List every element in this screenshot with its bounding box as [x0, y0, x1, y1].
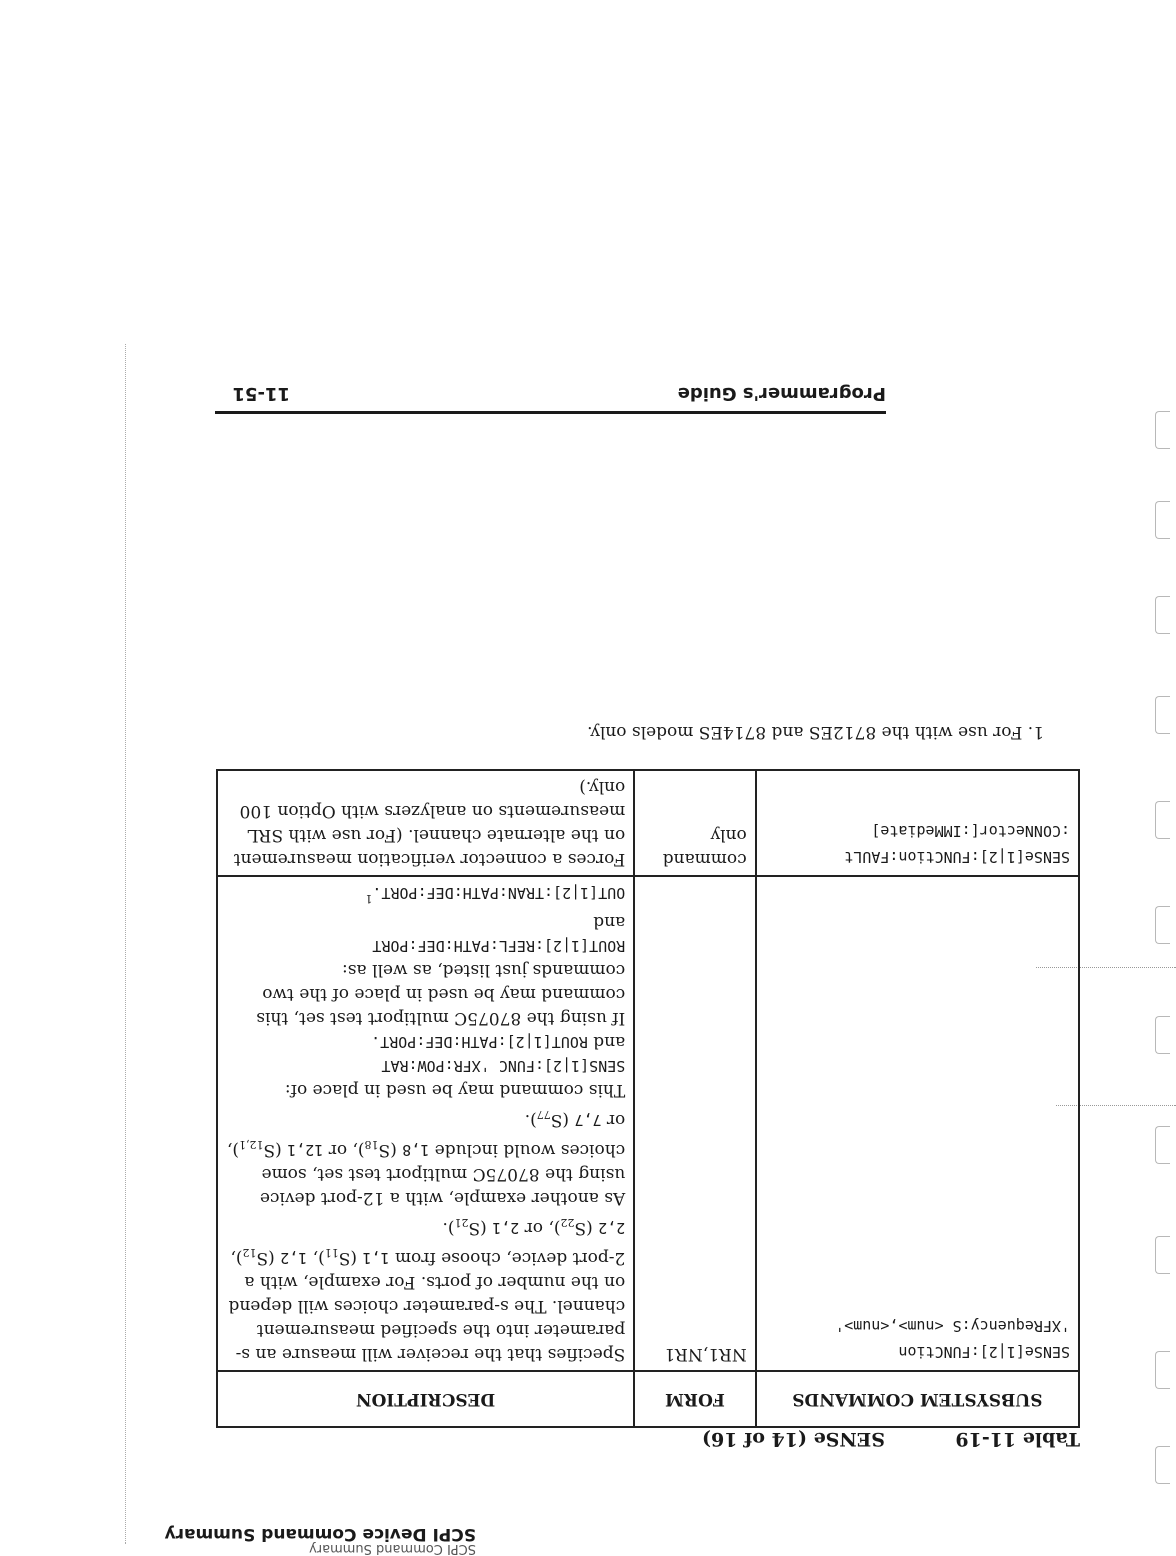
table-number: Table 11-19	[955, 1428, 1080, 1450]
column-header-description: DESCRIPTION	[217, 1371, 634, 1427]
binder-hole-mark	[1155, 801, 1170, 839]
description-text: As another example, with a 12-port device using the 87075C multiport test set, some choices would include	[259, 1140, 626, 1208]
description-text: Specifies that the receiver will measure an s-parameter into the specified measurement channel. The s-parameter choices will depend on the number of ports. For example, with a 2-port device, choose from	[228, 1248, 626, 1364]
command-line: SENSe[1|2]:FUNCtion:FAULt	[844, 848, 1070, 866]
code-value: 1,8	[402, 1141, 430, 1159]
table-row	[217, 876, 1079, 1371]
subscript: 18	[364, 1138, 379, 1151]
command-line: 'XFRequency:S <num>,<num>'	[835, 1317, 1070, 1335]
code-line: ROUT[1|2]:REFL:PATH:DEF:PORT	[372, 937, 626, 955]
code-line: ROUT[1|2]:PATH:DEF:PORT.	[371, 1033, 588, 1051]
running-head-cut-text: SCPI Command Summary	[309, 1541, 476, 1556]
subscript: 21	[454, 1216, 469, 1229]
footer-rule	[215, 411, 886, 414]
form-cell: NR1,NR1	[634, 876, 755, 1371]
scan-edge-line	[125, 344, 126, 1544]
description-cell: Forces a connector verification measurement on the alternate channel. (For use with SRL measurements on analyzers with Option 100 only.)	[217, 770, 634, 876]
code-value: 12,1	[287, 1141, 324, 1159]
command-cell	[756, 876, 1079, 1371]
code-line: SENS[1|2]:FUNC 'XFR:POW:RAT	[381, 1057, 626, 1075]
description-cell	[217, 876, 634, 1371]
binder-hole-mark	[1155, 1016, 1170, 1054]
subscript: 22	[560, 1216, 575, 1229]
binder-hole-mark	[1155, 1351, 1170, 1389]
binder-hole-mark	[1155, 596, 1170, 634]
description-text	[226, 1030, 625, 1054]
running-head-title: SCPI Device Command Summary	[164, 1524, 476, 1544]
command-line: SENSe[1|2]:FUNCtion	[898, 1343, 1070, 1361]
conjunction-text: and	[593, 912, 626, 932]
subscript: 12,1	[239, 1138, 264, 1151]
command-table	[216, 769, 1080, 1428]
binder-hole-mark	[1155, 696, 1170, 734]
code-line: OUT[1|2]:TRAN:PATH:DEF:PORT.	[372, 884, 626, 902]
binder-hole-mark	[1155, 1126, 1170, 1164]
code-value: 2,2	[598, 1219, 626, 1237]
description-text	[226, 881, 625, 910]
code-value: 1,1	[362, 1249, 390, 1267]
footnote: 1. For use with the 8712ES and 8714ES models only.	[587, 722, 1044, 742]
running-head	[164, 1524, 476, 1556]
footer-guide-title: Programmer's Guide	[677, 383, 886, 404]
binder-hole-mark	[1155, 411, 1170, 449]
table-caption	[702, 1428, 1080, 1450]
table-row	[217, 770, 1079, 876]
command-line: :CONNector[:IMMediate]	[871, 822, 1070, 840]
subscript: 11	[324, 1246, 339, 1259]
conjunction-text: and	[593, 1032, 626, 1052]
binder-hole-mark	[1155, 906, 1170, 944]
description-text: If using the 87075C multiport test set, this command may be used in place of the two commands just listed, as well as:	[256, 960, 626, 1028]
table-header-row	[217, 1371, 1079, 1427]
form-cell: command only	[634, 770, 755, 876]
column-header-subsystem-commands: SUBSYSTEM COMMANDS	[756, 1371, 1079, 1427]
subscript: 12	[242, 1246, 257, 1259]
description-paragraph: As another example, with a 12-port device using the 87075C multiport test set, some choices would include 1,8 $(S_{18})$, or 12,1 $(S_{12,1})$, or 7,7 $(S_{77})$.	[226, 1108, 626, 1208]
description-paragraph: Specifies that the receiver will measure an s-parameter into the specified measurement channel. The s-parameter choices will depend on the number of ports. For example, with a 2-port device, choose from 1,1 $(S_{11})$, 1,2 $(S_{12})$, 2,2 $(S_{22})$, or 2,1 $(S_{21})$.	[228, 1216, 626, 1364]
description-text: This command may be used in place of:	[284, 1080, 626, 1100]
command-cell	[756, 770, 1079, 876]
page-number: 11-51	[232, 383, 290, 404]
binder-hole-mark	[1155, 501, 1170, 539]
subscript: 77	[536, 1108, 551, 1121]
binder-hole-mark	[1155, 1236, 1170, 1274]
column-header-form: FORM	[634, 1371, 755, 1427]
binder-hole-mark	[1155, 1446, 1170, 1484]
code-value: 7,7	[574, 1111, 602, 1129]
code-value: 2,1	[492, 1219, 520, 1237]
table-title: SENSe (14 of 16)	[702, 1428, 885, 1450]
footnote-marker: 1	[365, 892, 373, 905]
code-value: 1,2	[280, 1249, 308, 1267]
